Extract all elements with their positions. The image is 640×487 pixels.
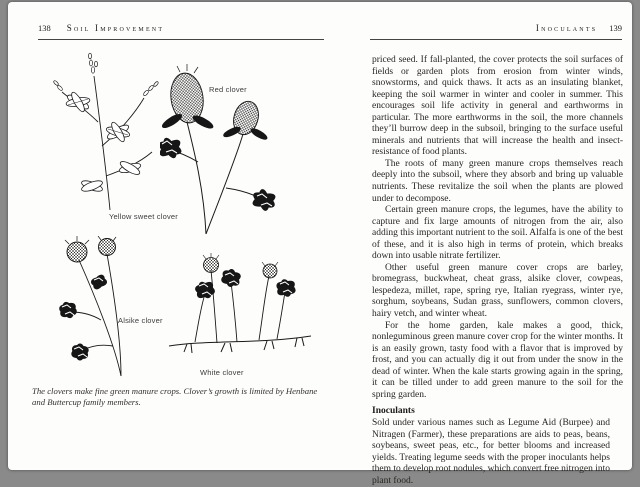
book-spread — [8, 2, 632, 486]
body-paragraph: priced seed. If fall-planted, the cover protects the soil surfaces of fields or garden plots from erosion from winter winds, snowstorms, and quick thaws. It acts as an insulating blanket, keeping the soil warmer in winter and cooler in summer. This encourages soil life activity in general and earthworms in particular. The more earthworms in the soil, the more channels they’ll burrow deep in the subsoil, bringing to the surface useful minerals and nutrients that will increase the health and insect-resistance of food plants. — [372, 55, 623, 158]
right-running-head — [370, 23, 622, 33]
right-running-head-title: Inoculants — [535, 23, 598, 33]
left-header-rule — [38, 39, 324, 40]
alsike-clover-illustration — [55, 236, 170, 378]
right-page-text-column — [372, 55, 623, 487]
body-paragraph: The roots of many green manure crops themselves reach deeply into the subsoil, where they absorb and bring up valuable nutrients. These revitalize the soil when the plants are plowed under to decompose. — [372, 158, 623, 204]
body-paragraph: Certain green manure crops, the legumes, have the ability to capture and fix large amounts of nitrogen from the air, also adding this important nutrient to the soil. Alfalfa is one of the best of these, and it is also high in terms of protein, which breaks down into usable nitrate fertilizer. — [372, 205, 623, 262]
left-page-number: 138 — [38, 23, 51, 33]
right-header-rule — [370, 39, 622, 40]
white-clover-illustration — [165, 250, 315, 368]
figure-caption: The clovers make fine green manure crops. Clover’s growth is limited by Henbane and Buttercup family members. — [32, 386, 318, 407]
white-clover-label: White clover — [200, 368, 244, 377]
inoculants-section-heading: Inoculants — [372, 406, 415, 417]
body-paragraph: Other useful green manure cover crops are barley, bromegrass, buckwheat, cheat grass, alsike clover, cowpeas, lespedeza, millet, rape, spring rye, Italian ryegrass, winter rye, sorghum, soybeans, Sudan grass, sunflowers, common clovers, hairy vetch, and winter wheat. — [372, 262, 623, 320]
yellow-sweet-clover-illustration — [48, 46, 168, 214]
red-clover-label: Red clover — [209, 85, 247, 94]
left-running-head-title: Soil Improvement — [66, 23, 165, 33]
body-paragraph: For the home garden, kale makes a good, thick, nonleguminous green manure cover crop for the winter months. It is an easily grown, tasty food with a flavor that is improved by frost, and you can actually dig it out from under the snow in the dead of winter. When the kale starts growing again in the spring, it can be tilled under to add green manure to the soil for the spring garden. — [372, 320, 623, 400]
inoculants-section-body: Sold under various names such as Legume Aid (Burpee) and Nitragen (Farmer), these preparations are aids to peas, beans, soybeans, sweet peas, etc., for better blooms and increased yields. Treating legume seeds with the proper inoculants helps them to develop root nodules, which convert free nitrogen into plant food. — [372, 417, 610, 486]
alsike-clover-label: Alsike clover — [118, 316, 163, 325]
left-running-head — [38, 23, 164, 33]
right-page-number: 139 — [609, 23, 622, 33]
yellow-sweet-clover-label: Yellow sweet clover — [109, 212, 178, 221]
